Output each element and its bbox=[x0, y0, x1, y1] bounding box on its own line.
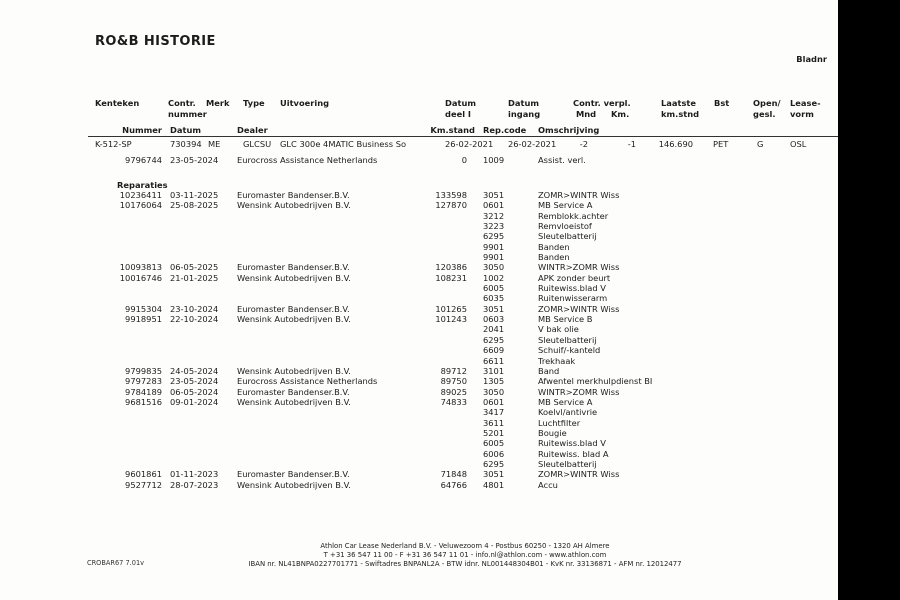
omschrijving-cell: Remvloeistof bbox=[538, 221, 592, 232]
col-datum-deel1: Datum bbox=[445, 98, 477, 108]
nummer-cell bbox=[0, 252, 162, 262]
col-datum-deel1b: deel I bbox=[445, 109, 472, 119]
dealer-cell bbox=[237, 356, 400, 366]
datum-cell: 28-07-2023 bbox=[170, 479, 219, 490]
datum-cell bbox=[162, 221, 237, 231]
datum-cell bbox=[162, 283, 237, 293]
col-contr-nummer: nummer bbox=[168, 109, 207, 119]
kmstand-cell: 71848 bbox=[440, 469, 467, 480]
datum-cell bbox=[162, 211, 237, 221]
kmstand-cell: 89750 bbox=[440, 376, 467, 387]
dealer-cell bbox=[237, 252, 400, 262]
kmstand-cell bbox=[400, 211, 467, 221]
page-title: RO&B HISTORIE bbox=[95, 34, 216, 49]
col-open: Open/ bbox=[753, 98, 781, 108]
kmstand-cell: 120386 bbox=[435, 262, 467, 273]
omschrijving-cell: ZOMR>WINTR Wiss bbox=[538, 190, 620, 200]
datum-cell bbox=[162, 293, 237, 303]
col-kmstnd: km.stnd bbox=[661, 109, 700, 119]
datum-cell bbox=[162, 449, 237, 459]
datum-cell: 25-08-2025 bbox=[170, 200, 219, 211]
omschrijving-cell: Ruitewiss.blad V bbox=[538, 438, 606, 449]
repcode-cell: 2041 bbox=[483, 324, 505, 335]
repcode-cell: 1009 bbox=[483, 155, 505, 165]
omschrijving-cell: Afwentel merkhulpdienst BI bbox=[538, 376, 653, 387]
datum-cell: 23-05-2024 bbox=[170, 155, 219, 165]
nummer-cell: 9601861 bbox=[125, 469, 162, 480]
repcode-cell: 6005 bbox=[483, 438, 505, 449]
repair-line bbox=[0, 366, 838, 376]
footer-address-line: Athlon Car Lease Nederland B.V. - Veluwezoom 4 - Postbus 60250 - 1320 AH Almere bbox=[320, 542, 610, 550]
omschrijving-cell: Ruitewiss. blad A bbox=[538, 448, 609, 459]
dealer-cell: Wensink Autobedrijven B.V. bbox=[237, 479, 351, 490]
col-lease: Lease- bbox=[790, 98, 821, 108]
kmstand-cell: 74833 bbox=[440, 396, 467, 407]
repair-line bbox=[0, 480, 838, 490]
dealer-cell bbox=[237, 449, 400, 459]
col-contr-verpl: Contr. verpl. bbox=[573, 98, 631, 108]
repcode-cell: 3223 bbox=[483, 221, 505, 232]
col-gesl: gesl. bbox=[753, 109, 776, 119]
dealer-cell: Wensink Autobedrijven B.V. bbox=[237, 200, 351, 211]
omschrijving-cell: Sleutelbatterij bbox=[538, 231, 597, 242]
dealer-cell bbox=[237, 438, 400, 448]
omschrijving-cell: Schuif/-kanteld bbox=[538, 345, 601, 356]
vehicle-open-gesl: G bbox=[757, 139, 764, 149]
dealer-cell: Euromaster Bandenser.B.V. bbox=[237, 469, 350, 480]
dealer-cell bbox=[237, 407, 400, 417]
dealer-cell bbox=[237, 345, 400, 355]
program-version-label: CROBAR67 7.01v bbox=[87, 559, 145, 567]
assistance-row-container bbox=[0, 155, 838, 165]
assistance-table bbox=[0, 155, 838, 165]
kmstand-cell: 101243 bbox=[435, 314, 467, 325]
repcode-cell: 1305 bbox=[483, 376, 505, 387]
nummer-cell bbox=[0, 418, 162, 428]
col-merk: Merk bbox=[206, 98, 230, 108]
omschrijving-cell: WINTR>ZOMR Wiss bbox=[538, 386, 620, 397]
vehicle-uitvoering: GLC 300e 4MATIC Business So bbox=[280, 139, 407, 149]
dealer-cell bbox=[237, 293, 400, 303]
repcode-cell: 3212 bbox=[483, 210, 505, 221]
repcode-cell: 0603 bbox=[483, 314, 505, 325]
col-bst: Bst bbox=[714, 98, 730, 108]
dealer-cell bbox=[237, 418, 400, 428]
repairs-table-container bbox=[0, 190, 838, 490]
repcode-cell: 6295 bbox=[483, 458, 505, 469]
col-nummer: Nummer bbox=[122, 125, 162, 135]
scan-edge-bar bbox=[838, 0, 900, 600]
repair-line bbox=[0, 211, 838, 221]
vehicle-leasevorm: OSL bbox=[790, 139, 807, 149]
repcode-cell: 3050 bbox=[483, 262, 505, 273]
omschrijving-cell: Accu bbox=[538, 479, 558, 490]
repair-line bbox=[0, 438, 838, 448]
repcode-cell: 3051 bbox=[483, 190, 505, 200]
col-dealer: Dealer bbox=[237, 125, 268, 135]
repairs-table bbox=[0, 190, 838, 490]
datum-cell bbox=[162, 356, 237, 366]
col-omschrijving: Omschrijving bbox=[538, 125, 600, 135]
kmstand-cell: 127870 bbox=[435, 200, 467, 211]
repcode-cell: 1002 bbox=[483, 272, 505, 283]
nummer-cell bbox=[0, 221, 162, 231]
col-kenteken: Kenteken bbox=[95, 98, 140, 108]
repcode-cell: 6611 bbox=[483, 355, 505, 366]
dealer-cell bbox=[237, 211, 400, 221]
repair-line bbox=[0, 273, 838, 283]
nummer-cell bbox=[0, 293, 162, 303]
vehicle-merk: ME bbox=[208, 139, 221, 149]
datum-cell: 03-11-2025 bbox=[170, 190, 219, 200]
repair-line bbox=[0, 293, 838, 303]
col-datum: Datum bbox=[170, 125, 202, 135]
nummer-cell: 9527712 bbox=[125, 479, 162, 490]
nummer-cell: 9918951 bbox=[125, 314, 162, 325]
kmstand-cell bbox=[400, 407, 467, 417]
repair-line bbox=[0, 335, 838, 345]
repcode-cell: 3050 bbox=[483, 386, 505, 397]
repair-line bbox=[0, 418, 838, 428]
repair-line bbox=[0, 345, 838, 355]
omschrijving-cell: Banden bbox=[538, 252, 570, 263]
repcode-cell: 6609 bbox=[483, 345, 505, 356]
repair-line bbox=[0, 376, 838, 386]
repcode-cell: 6295 bbox=[483, 231, 505, 242]
omschrijving-cell: V bak olie bbox=[538, 324, 579, 335]
nummer-cell: 9799835 bbox=[125, 365, 162, 376]
datum-cell: 01-11-2023 bbox=[170, 469, 219, 480]
kmstand-cell: 89025 bbox=[440, 386, 467, 397]
vehicle-bst: PET bbox=[713, 139, 729, 149]
datum-cell: 24-05-2024 bbox=[170, 365, 219, 376]
bladnr-label: Bladnr bbox=[796, 54, 827, 64]
omschrijving-cell: Luchtfilter bbox=[538, 417, 581, 428]
nummer-cell bbox=[0, 438, 162, 448]
kmstand-cell bbox=[400, 345, 467, 355]
nummer-cell bbox=[0, 428, 162, 438]
dealer-cell bbox=[237, 231, 400, 241]
repcode-cell: 6035 bbox=[483, 293, 505, 304]
repcode-cell: 3417 bbox=[483, 407, 505, 418]
dealer-cell: Wensink Autobedrijven B.V. bbox=[237, 272, 351, 283]
kmstand-cell: 133598 bbox=[435, 190, 467, 200]
reparaties-section-label: Reparaties bbox=[117, 180, 168, 190]
dealer-cell: Wensink Autobedrijven B.V. bbox=[237, 396, 351, 407]
nummer-cell: 10093813 bbox=[119, 262, 162, 273]
nummer-cell bbox=[0, 335, 162, 345]
kmstand-cell: 108231 bbox=[435, 272, 467, 283]
repair-line bbox=[0, 221, 838, 231]
repcode-cell: 3611 bbox=[483, 417, 505, 428]
repcode-cell: 3101 bbox=[483, 365, 505, 376]
dealer-cell: Wensink Autobedrijven B.V. bbox=[237, 365, 351, 376]
repair-line bbox=[0, 356, 838, 366]
omschrijving-cell: Assist. verl. bbox=[538, 155, 586, 165]
kmstand-cell bbox=[400, 438, 467, 448]
repcode-cell: 9901 bbox=[483, 252, 505, 263]
nummer-cell bbox=[0, 449, 162, 459]
repcode-cell: 3051 bbox=[483, 469, 505, 480]
omschrijving-cell: Sleutelbatterij bbox=[538, 458, 597, 469]
datum-cell bbox=[162, 428, 237, 438]
repair-line bbox=[0, 387, 838, 397]
datum-cell: 23-10-2024 bbox=[170, 303, 219, 314]
kmstand-cell bbox=[400, 293, 467, 303]
repair-line bbox=[0, 252, 838, 262]
kmstand-cell bbox=[400, 449, 467, 459]
kmstand-cell bbox=[400, 335, 467, 345]
nummer-cell bbox=[0, 283, 162, 293]
nummer-cell bbox=[0, 356, 162, 366]
dealer-cell: Euromaster Bandenser.B.V. bbox=[237, 386, 350, 397]
omschrijving-cell: Ruitewiss.blad V bbox=[538, 283, 606, 294]
dealer-cell: Euromaster Bandenser.B.V. bbox=[237, 303, 350, 314]
repcode-cell: 4801 bbox=[483, 479, 505, 490]
dealer-cell bbox=[237, 242, 400, 252]
nummer-cell: 9681516 bbox=[125, 396, 162, 407]
repair-line bbox=[0, 304, 838, 314]
kmstand-cell bbox=[400, 428, 467, 438]
dealer-cell bbox=[237, 283, 400, 293]
datum-cell: 06-05-2025 bbox=[170, 262, 219, 273]
kmstand-cell bbox=[400, 231, 467, 241]
repair-line bbox=[0, 324, 838, 334]
omschrijving-cell: ZOMR>WINTR Wiss bbox=[538, 469, 620, 480]
dealer-cell bbox=[237, 221, 400, 231]
nummer-cell bbox=[0, 231, 162, 241]
omschrijving-cell: Sleutelbatterij bbox=[538, 334, 597, 345]
omschrijving-cell: APK zonder beurt bbox=[538, 272, 611, 283]
kmstand-cell bbox=[400, 242, 467, 252]
repair-line bbox=[0, 469, 838, 479]
nummer-cell: 10176064 bbox=[119, 200, 162, 211]
dealer-cell bbox=[237, 335, 400, 345]
omschrijving-cell: Bougie bbox=[538, 427, 567, 438]
col-datum-ingangb: ingang bbox=[508, 109, 541, 119]
nummer-cell: 9796744 bbox=[125, 155, 162, 165]
omschrijving-cell: Koelvl/antivrie bbox=[538, 407, 598, 418]
omschrijving-cell: MB Service A bbox=[538, 200, 593, 211]
omschrijving-cell: Band bbox=[538, 365, 560, 376]
datum-cell: 21-01-2025 bbox=[170, 272, 219, 283]
datum-cell: 23-05-2024 bbox=[170, 376, 219, 387]
omschrijving-cell: ZOMR>WINTR Wiss bbox=[538, 303, 620, 314]
dealer-cell: Euromaster Bandenser.B.V. bbox=[237, 262, 350, 273]
col-repcode: Rep.code bbox=[483, 125, 527, 135]
dealer-cell: Euromaster Bandenser.B.V. bbox=[237, 190, 350, 200]
nummer-cell bbox=[0, 345, 162, 355]
kmstand-cell bbox=[400, 221, 467, 231]
nummer-cell bbox=[0, 211, 162, 221]
repcode-cell: 0601 bbox=[483, 396, 505, 407]
vehicle-datum-ingang: 26-02-2021 bbox=[508, 139, 557, 149]
kmstand-cell bbox=[400, 283, 467, 293]
nummer-cell bbox=[0, 407, 162, 417]
repair-line bbox=[0, 428, 838, 438]
nummer-cell: 9797283 bbox=[125, 376, 162, 387]
vehicle-verpl-mnd: -2 bbox=[579, 139, 588, 149]
col-datum-ingang: Datum bbox=[508, 98, 540, 108]
vehicle-datum-deel1: 26-02-2021 bbox=[445, 139, 494, 149]
repair-line bbox=[0, 314, 838, 324]
repair-line bbox=[0, 283, 838, 293]
kmstand-cell bbox=[400, 356, 467, 366]
datum-cell: 06-05-2024 bbox=[170, 386, 219, 397]
omschrijving-cell: MB Service B bbox=[538, 314, 593, 325]
header-divider bbox=[88, 136, 838, 137]
omschrijving-cell: Trekhaak bbox=[538, 355, 576, 366]
col-km: Km. bbox=[611, 109, 630, 119]
nummer-cell bbox=[0, 242, 162, 252]
datum-cell bbox=[162, 231, 237, 241]
footer-contact-line: T +31 36 547 11 00 - F +31 36 547 11 01 - info.nl@athlon.com - www.athlon.com bbox=[323, 551, 607, 559]
col-laatste: Laatste bbox=[661, 98, 696, 108]
repair-line bbox=[0, 397, 838, 407]
repair-line bbox=[0, 231, 838, 241]
nummer-cell: 10016746 bbox=[119, 272, 162, 283]
datum-cell bbox=[162, 242, 237, 252]
kmstand-cell: 101265 bbox=[435, 303, 467, 314]
datum-cell bbox=[162, 345, 237, 355]
datum-cell bbox=[162, 407, 237, 417]
repcode-cell: 6006 bbox=[483, 448, 505, 459]
nummer-cell bbox=[0, 459, 162, 469]
datum-cell: 09-01-2024 bbox=[170, 396, 219, 407]
datum-cell bbox=[162, 335, 237, 345]
datum-cell bbox=[162, 252, 237, 262]
footer-banking-line: IBAN nr. NL41BNPA0227701771 - Swiftadres BNPANL2A - BTW idnr. NL001448304B01 - KvK nr. 33136871 - AFM nr. 12012477 bbox=[248, 560, 682, 568]
repcode-cell: 9901 bbox=[483, 241, 505, 252]
vehicle-verpl-km: -1 bbox=[627, 139, 636, 149]
repair-line bbox=[0, 190, 838, 200]
repcode-cell: 6005 bbox=[483, 283, 505, 294]
col-kmstand: Km.stand bbox=[430, 125, 475, 135]
vehicle-contract: 730394 bbox=[170, 139, 202, 149]
repcode-cell: 0601 bbox=[483, 200, 505, 211]
omschrijving-cell: Ruitenwisserarm bbox=[538, 293, 608, 304]
repair-line bbox=[0, 262, 838, 272]
kmstand-cell: 0 bbox=[461, 155, 467, 165]
col-vorm: vorm bbox=[790, 109, 814, 119]
nummer-cell bbox=[0, 324, 162, 334]
repcode-cell: 6295 bbox=[483, 334, 505, 345]
repair-line bbox=[0, 200, 838, 210]
repair-line bbox=[0, 407, 838, 417]
datum-cell bbox=[162, 438, 237, 448]
dealer-cell bbox=[237, 459, 400, 469]
kmstand-cell bbox=[400, 324, 467, 334]
dealer-cell: Wensink Autobedrijven B.V. bbox=[237, 314, 351, 325]
omschrijving-cell: MB Service A bbox=[538, 396, 593, 407]
vehicle-type: GLCSU bbox=[243, 139, 272, 149]
kmstand-cell: 89712 bbox=[440, 365, 467, 376]
repair-line bbox=[0, 449, 838, 459]
omschrijving-cell: Banden bbox=[538, 241, 570, 252]
col-contr: Contr. bbox=[168, 98, 196, 108]
datum-cell bbox=[162, 324, 237, 334]
kmstand-cell bbox=[400, 418, 467, 428]
nummer-cell: 9915304 bbox=[125, 303, 162, 314]
repcode-cell: 5201 bbox=[483, 427, 505, 438]
datum-cell bbox=[162, 459, 237, 469]
dealer-cell: Eurocross Assistance Netherlands bbox=[237, 376, 378, 387]
datum-cell: 22-10-2024 bbox=[170, 314, 219, 325]
assistance-row bbox=[0, 155, 838, 165]
col-mnd: Mnd bbox=[576, 109, 597, 119]
repair-line bbox=[0, 459, 838, 469]
col-uitvoering: Uitvoering bbox=[280, 98, 330, 108]
dealer-cell bbox=[237, 428, 400, 438]
datum-cell bbox=[162, 418, 237, 428]
col-type: Type bbox=[243, 98, 265, 108]
repcode-cell: 3051 bbox=[483, 303, 505, 314]
omschrijving-cell: WINTR>ZOMR Wiss bbox=[538, 262, 620, 273]
omschrijving-cell: Remblokk.achter bbox=[538, 210, 609, 221]
kmstand-cell: 64766 bbox=[440, 479, 467, 490]
repair-line bbox=[0, 242, 838, 252]
nummer-cell: 10236411 bbox=[119, 190, 162, 200]
kmstand-cell bbox=[400, 252, 467, 262]
vehicle-laatste-kmstnd: 146.690 bbox=[658, 139, 693, 149]
dealer-cell: Eurocross Assistance Netherlands bbox=[237, 155, 378, 165]
dealer-cell bbox=[237, 324, 400, 334]
kmstand-cell bbox=[400, 459, 467, 469]
nummer-cell: 9784189 bbox=[125, 386, 162, 397]
vehicle-kenteken: K-512-SP bbox=[95, 139, 132, 149]
